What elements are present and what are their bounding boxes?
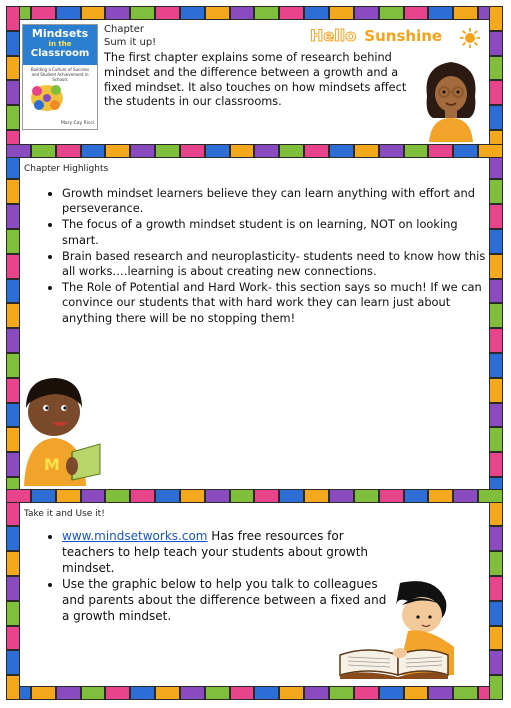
border-segment xyxy=(6,526,20,551)
border-segment xyxy=(130,6,155,20)
border-segment xyxy=(6,576,20,601)
border-segment xyxy=(404,6,429,20)
border-segment xyxy=(304,144,329,158)
border-segment xyxy=(205,6,230,20)
border-segment xyxy=(254,6,279,20)
border-segment xyxy=(105,6,130,20)
border-segment xyxy=(56,144,81,158)
border-segment xyxy=(6,31,20,56)
border-segment xyxy=(105,686,130,700)
take-it-label: Take it and Use it! xyxy=(24,509,105,519)
border-segment xyxy=(489,155,503,180)
book-cover-author: Mary Cay Ricci xyxy=(61,121,95,126)
border-segment xyxy=(105,489,130,503)
logo-sunshine-text: Sunshine xyxy=(364,27,443,45)
book-cover-brain-illustration xyxy=(27,81,67,115)
border-segment xyxy=(180,489,205,503)
border-segment xyxy=(6,328,20,353)
border-segment xyxy=(489,56,503,81)
border-segment xyxy=(81,686,106,700)
border-segment xyxy=(478,489,503,503)
border-segment xyxy=(453,686,478,700)
border-segment xyxy=(279,6,304,20)
boy-reading-illustration xyxy=(20,374,104,486)
border-segment xyxy=(304,6,329,20)
border-segment xyxy=(6,403,20,428)
border-segment xyxy=(205,489,230,503)
border-segment xyxy=(329,686,354,700)
border-segment xyxy=(230,6,255,20)
border-segment xyxy=(6,80,20,105)
border-segment xyxy=(329,6,354,20)
highlights-section xyxy=(20,158,489,489)
border-segment xyxy=(489,452,503,477)
hello-sunshine-logo xyxy=(310,26,482,50)
border-segment xyxy=(478,144,503,158)
border-segment xyxy=(489,526,503,551)
border-segment xyxy=(279,489,304,503)
border-segment xyxy=(379,686,404,700)
border-segment xyxy=(404,489,429,503)
border-segment xyxy=(6,144,31,158)
border-segment xyxy=(81,6,106,20)
border-segment xyxy=(6,650,20,675)
border-right xyxy=(489,6,503,700)
border-segment xyxy=(254,686,279,700)
border-segment xyxy=(354,144,379,158)
border-segment xyxy=(205,686,230,700)
border-segment xyxy=(180,144,205,158)
border-segment xyxy=(31,686,56,700)
border-segment xyxy=(354,686,379,700)
section-divider xyxy=(6,489,503,503)
border-segment xyxy=(155,489,180,503)
border-segment xyxy=(489,601,503,626)
take-it-item xyxy=(62,529,392,576)
border-segment xyxy=(489,675,503,700)
border-segment xyxy=(56,489,81,503)
border-segment xyxy=(130,144,155,158)
sun-icon xyxy=(460,28,480,48)
border-left xyxy=(6,6,20,700)
border-segment xyxy=(230,686,255,700)
border-segment xyxy=(6,254,20,279)
border-segment xyxy=(254,489,279,503)
border-segment xyxy=(489,626,503,651)
border-bottom xyxy=(6,686,503,700)
border-segment xyxy=(6,204,20,229)
border-segment xyxy=(354,6,379,20)
border-segment xyxy=(155,686,180,700)
border-segment xyxy=(6,105,20,130)
border-segment xyxy=(205,144,230,158)
border-top xyxy=(6,6,503,20)
book-cover-title-3: Classroom xyxy=(30,48,90,59)
border-segment xyxy=(6,155,20,180)
highlight-item: • The Role of Potential and Hard Work- this section says so much! If we can convince our students that with hard work they can learn just about anything there will be no stopping them! xyxy=(62,280,494,326)
border-segment xyxy=(489,650,503,675)
take-it-section xyxy=(20,503,489,686)
border-segment xyxy=(279,686,304,700)
mindsetworks-link[interactable]: www.mindsetworks.com xyxy=(62,529,208,543)
border-segment xyxy=(404,144,429,158)
border-segment xyxy=(31,489,56,503)
border-segment xyxy=(6,6,20,31)
book-cover-title-1: Mindsets xyxy=(31,27,89,40)
border-segment xyxy=(379,489,404,503)
border-segment xyxy=(489,328,503,353)
border-segment xyxy=(379,6,404,20)
take-it-item-1-text: Has free resources for teachers to help teach your students about growth mindset. xyxy=(62,529,369,575)
border-segment xyxy=(6,551,20,576)
border-segment xyxy=(81,144,106,158)
border-segment xyxy=(329,144,354,158)
highlights-label: Chapter Highlights xyxy=(24,164,109,174)
section-divider xyxy=(6,144,503,158)
border-segment xyxy=(130,489,155,503)
border-segment xyxy=(489,31,503,56)
border-segment xyxy=(31,6,56,20)
border-segment xyxy=(6,502,20,527)
border-segment xyxy=(155,6,180,20)
border-segment xyxy=(6,626,20,651)
border-segment xyxy=(6,378,20,403)
border-segment xyxy=(230,144,255,158)
border-segment xyxy=(6,279,20,304)
header-section xyxy=(20,20,489,144)
border-segment xyxy=(354,489,379,503)
logo-hello-text: Hello xyxy=(310,26,357,45)
border-segment xyxy=(428,6,453,20)
border-segment xyxy=(56,6,81,20)
border-segment xyxy=(489,403,503,428)
border-segment xyxy=(489,551,503,576)
sum-it-up-label: Sum it up! xyxy=(104,37,157,48)
chapter-label: Chapter xyxy=(104,24,144,35)
border-segment xyxy=(279,144,304,158)
border-segment xyxy=(489,6,503,31)
book-cover-title-2: in the xyxy=(48,40,72,48)
book-cover xyxy=(22,24,98,130)
border-segment xyxy=(489,576,503,601)
border-segment xyxy=(6,452,20,477)
border-segment xyxy=(489,353,503,378)
highlight-item: • The focus of a growth mindset student is on learning, NOT on looking smart. xyxy=(62,217,494,247)
highlights-list xyxy=(42,186,494,327)
highlight-item: • Brain based research and neuroplasticity- students need to know how this all works….learning is about creating new connections. xyxy=(62,249,494,279)
border-segment xyxy=(180,686,205,700)
border-segment xyxy=(105,144,130,158)
border-segment xyxy=(155,144,180,158)
svg-text:M: M xyxy=(44,455,60,474)
border-segment xyxy=(428,686,453,700)
border-segment xyxy=(428,489,453,503)
border-segment xyxy=(6,56,20,81)
border-segment xyxy=(254,144,279,158)
border-segment xyxy=(489,427,503,452)
border-segment xyxy=(453,489,478,503)
border-segment xyxy=(489,80,503,105)
border-segment xyxy=(453,144,478,158)
border-segment xyxy=(489,105,503,130)
border-segment xyxy=(6,179,20,204)
border-segment xyxy=(6,601,20,626)
border-segment xyxy=(304,489,329,503)
border-segment xyxy=(6,427,20,452)
border-segment xyxy=(81,489,106,503)
border-segment xyxy=(56,686,81,700)
border-segment xyxy=(489,378,503,403)
border-segment xyxy=(31,144,56,158)
border-segment xyxy=(6,229,20,254)
take-it-item: • Use the graphic below to help you talk to colleagues and parents about the difference between a fixed and a growth mindset. xyxy=(62,577,392,624)
border-segment xyxy=(379,144,404,158)
border-segment xyxy=(130,686,155,700)
border-segment xyxy=(404,686,429,700)
book-cover-subtitle: Building a Culture of Success and Student Achievement in Schools xyxy=(30,67,90,82)
chapter-summary: The first chapter explains some of research behind mindset and the difference between a growth and a fixed mindset. It also touches on how mindsets affect the students in our classrooms. xyxy=(104,51,407,109)
border-segment xyxy=(180,6,205,20)
book-cover-banner xyxy=(23,25,97,65)
highlight-item: • Growth mindset learners believe they can learn anything with effort and perseverance. xyxy=(62,186,494,216)
kid-reading-book-illustration xyxy=(338,575,458,683)
border-segment xyxy=(230,489,255,503)
border-segment xyxy=(428,144,453,158)
girl-with-glasses-illustration xyxy=(419,56,483,142)
border-segment xyxy=(304,686,329,700)
border-segment xyxy=(453,6,478,20)
border-segment xyxy=(329,489,354,503)
border-segment xyxy=(6,353,20,378)
border-segment xyxy=(489,502,503,527)
border-segment xyxy=(6,675,20,700)
border-segment xyxy=(6,489,31,503)
border-segment xyxy=(6,303,20,328)
